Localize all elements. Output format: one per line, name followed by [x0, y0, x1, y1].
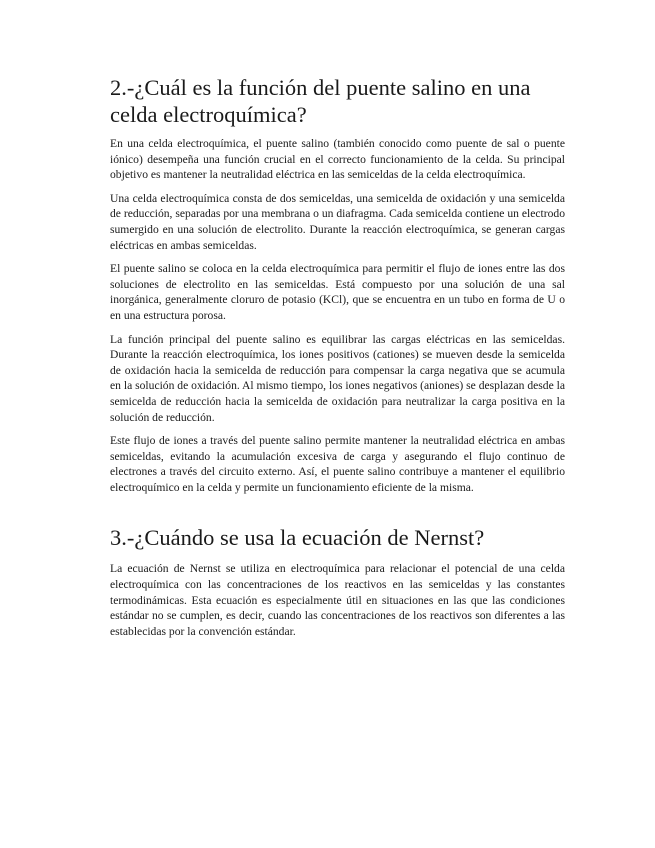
section-2-paragraph-1: En una celda electroquímica, el puente salino (también conocido como puente de sal o puente iónico) desempeña una función crucial en el correcto funcionamiento de la celda. Su principal objetivo es mantener la neutralidad eléctrica en las semiceldas de la celda electroquímica. [110, 137, 565, 182]
section-2-paragraph-4: La función principal del puente salino es equilibrar las cargas eléctricas en las semiceldas. Durante la reacción electroquímica, los iones positivos (cationes) se mueven desde la semicelda de oxidación hacia la semicelda de reducción para compensar la carga negativa que se acumula en la solución de oxidación. Al mismo tiempo, los iones negativos (aniones) se desplazan desde la semicelda de reducción hacia la semicelda de oxidación para neutralizar la carga positiva en la solución de reducción. [110, 332, 565, 424]
section-nernst [110, 524, 565, 639]
section-2-paragraph-5: Este flujo de iones a través del puente salino permite mantener la neutralidad eléctrica en ambas semiceldas, evitando la acumulación excesiva de carga y asegurando el flujo continuo de electrones a través del circuito externo. Así, el puente salino contribuye a mantener el equilibrio electroquímico en la celda y permite un funcionamiento eficiente de la misma. [110, 434, 565, 494]
section-2-paragraph-3: El puente salino se coloca en la celda electroquímica para permitir el flujo de iones entre las dos soluciones de electrolito en las semiceldas. Está compuesto por una solución de una sal inorgánica, generalmente cloruro de potasio (KCl), que se encuentra en un tubo en forma de U o en una estructura porosa. [110, 262, 565, 322]
document-page [110, 74, 565, 639]
section-salt-bridge [110, 74, 565, 495]
section-2-paragraph-2: Una celda electroquímica consta de dos semiceldas, una semicelda de oxidación y una semicelda de reducción, separadas por una membrana o un diafragma. Cada semicelda contiene un electrodo sumergido en una solución de electrolito. Durante la reacción electroquímica, se generan cargas eléctricas en ambas semiceldas. [110, 191, 565, 252]
section-3-paragraph-1: La ecuación de Nernst se utiliza en electroquímica para relacionar el potencial de una celda electroquímica con las concentraciones de los reactivos en las semiceldas y las constantes termodinámicas. Esta ecuación es especialmente útil en situaciones en las que las condiciones estándar no se cumplen, es decir, cuando las concentraciones de los reactivos son diferentes a las establecidas por la convención estándar. [110, 562, 565, 638]
section-3-heading: 3.-¿Cuándo se usa la ecuación de Nernst? [110, 525, 485, 551]
section-2-heading: 2.-¿Cuál es la función del puente salino en una celda electroquímica? [110, 75, 531, 127]
